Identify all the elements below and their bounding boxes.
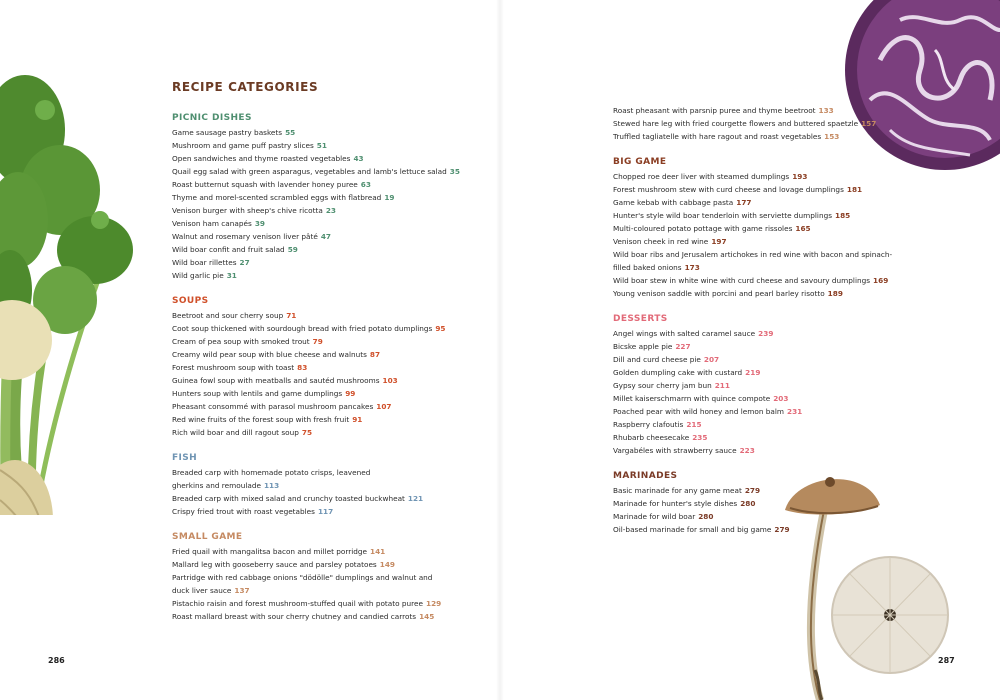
list-item: Breaded carp with homemade potato crisps, leavened gherkins and remoulade 113 [172,468,371,490]
list-item: Young venison saddle with porcini and pearl barley risotto 189 [613,289,843,298]
list-item: Pistachio raisin and forest mushroom-stuffed quail with potato puree 129 [172,599,442,608]
list-item: Truffled tagliatelle with hare ragout and roast vegetables 153 [613,132,840,141]
page-ref: 121 [407,494,424,503]
list-item: Poached pear with wild honey and lemon balm 231 [613,407,803,416]
page-ref: 39 [254,219,265,228]
page-ref: 231 [787,407,803,416]
page-ref: 211 [714,381,730,390]
page-ref: 239 [758,329,774,338]
page-ref: 91 [352,415,363,424]
list-item: Venison ham canapés 39 [172,219,265,228]
list-item: Angel wings with salted caramel sauce 239 [613,329,774,338]
page-ref: 133 [818,106,834,115]
list-item: Fried quail with mangalitsa bacon and millet porridge 141 [172,547,386,556]
page-ref: 47 [320,232,331,241]
section-title: SMALL GAME [172,532,243,542]
page-ref: 149 [379,560,395,569]
list-item: Marinade for wild boar 280 [613,512,714,521]
section-small-game-continued [613,104,913,143]
page-ref: 177 [736,198,752,207]
list-item: Red wine fruits of the forest soup with fresh fruit 91 [172,415,363,424]
list-item: Oil-based marinade for small and big game 279 [613,525,790,534]
list-item: Cream of pea soup with smoked trout 79 [172,337,323,346]
page-ref: 113 [263,481,280,490]
list-item: Venison burger with sheep's chive ricotta 23 [172,206,336,215]
page-ref: 55 [285,128,296,137]
list-item: Raspberry clafoutis 215 [613,420,702,429]
list-item: Chopped roe deer liver with steamed dumplings 193 [613,172,808,181]
page-ref: 51 [316,141,327,150]
section-marinades [613,470,913,536]
page-ref: 31 [226,271,237,280]
page-ref: 79 [312,337,323,346]
page-ref: 185 [835,211,851,220]
page-ref: 27 [239,258,250,267]
list-item: Venison cheek in red wine 197 [613,237,727,246]
list-item: Walnut and rosemary venison liver pâté 47 [172,232,331,241]
list-item: Breaded carp with mixed salad and crunchy toasted buckwheat 121 [172,494,424,503]
section-fish [172,452,472,518]
page-ref: 95 [435,324,446,333]
page-ref: 103 [382,376,398,385]
list-item: Game sausage pastry baskets 55 [172,128,296,137]
page-ref: 203 [773,394,789,403]
page-ref: 219 [745,368,761,377]
page-ref: 215 [686,420,702,429]
right-column [613,104,913,549]
page-ref: 235 [692,433,708,442]
page-title: RECIPE CATEGORIES [172,80,319,94]
page-ref: 71 [286,311,297,320]
page-ref: 43 [353,154,364,163]
section-title: MARINADES [613,471,678,481]
page-ref: 223 [739,446,755,455]
page-ref: 87 [369,350,381,359]
page-ref: 227 [675,342,691,351]
list-item: Guinea fowl soup with meatballs and sautéd mushrooms 103 [172,376,398,385]
list-item: Hunter's style wild boar tenderloin with serviette dumplings 185 [613,211,851,220]
page-ref: 59 [287,245,298,254]
list-item: Forest mushroom stew with curd cheese and lovage dumplings 181 [613,185,863,194]
page-ref: 165 [795,224,811,233]
list-item: Crispy fried trout with roast vegetables 117 [172,507,334,516]
section-title: PICNIC DISHES [172,113,252,123]
section-small-game [172,531,472,623]
list-item: Wild garlic pie 31 [172,271,237,280]
section-picnic-dishes [172,112,472,282]
list-item: Open sandwiches and thyme roasted vegetables 43 [172,154,364,163]
list-item: Dill and curd cheese pie 207 [613,355,720,364]
page-ref: 137 [234,586,250,595]
list-item: Bicske apple pie 227 [613,342,691,351]
list-item: Stewed hare leg with fried courgette flowers and buttered spaetzle 157 [613,119,877,128]
page-ref: 279 [774,525,790,534]
page-ref: 117 [317,507,334,516]
page-ref: 280 [698,512,714,521]
page-ref: 63 [360,180,371,189]
page-number-right: 287 [938,656,955,665]
page-number-left: 286 [48,656,65,665]
list-item: Multi-coloured potato pottage with game rissoles 165 [613,224,811,233]
section-title: SOUPS [172,296,209,306]
page-ref: 83 [297,363,308,372]
list-item: Creamy wild pear soup with blue cheese and walnuts 87 [172,350,381,359]
list-item: Coot soup thickened with sourdough bread with fried potato dumplings 95 [172,324,446,333]
section-title: FISH [172,453,198,463]
list-item: Vargabéles with strawberry sauce 223 [613,446,755,455]
page-ref: 173 [684,263,700,272]
page-ref: 99 [345,389,356,398]
list-item: Thyme and morel-scented scrambled eggs with flatbread 19 [172,193,395,202]
page-ref: 279 [744,486,761,495]
list-item: Wild boar ribs and Jerusalem artichokes in red wine with bacon and spinach-filled baked onions 173 [613,250,893,272]
section-desserts [613,313,913,457]
list-item: Rhubarb cheesecake 235 [613,433,708,442]
page-ref: 169 [873,276,889,285]
page-ref: 19 [384,193,395,202]
list-item: Wild boar confit and fruit salad 59 [172,245,298,254]
list-item: Mushroom and game puff pastry slices 51 [172,141,327,150]
list-item: Wild boar rillettes 27 [172,258,250,267]
list-item: Forest mushroom soup with toast 83 [172,363,308,372]
list-item: Rich wild boar and dill ragout soup 75 [172,428,313,437]
page-ref: 35 [449,167,460,176]
page-ref: 23 [325,206,336,215]
page-ref: 107 [376,402,392,411]
page-ref: 145 [419,612,435,621]
section-big-game [613,156,913,300]
list-item: Mallard leg with gooseberry sauce and parsley potatoes 149 [172,560,395,569]
list-item: Game kebab with cabbage pasta 177 [613,198,752,207]
list-item: Partridge with red cabbage onions "dödölle" dumplings and walnut and duck liver sauce 137 [172,573,433,595]
list-item: Roast pheasant with parsnip puree and thyme beetroot 133 [613,106,834,115]
page-ref: 193 [792,172,808,181]
page-ref: 280 [740,499,756,508]
list-item: Marinade for hunter's style dishes 280 [613,499,756,508]
section-soups [172,295,472,439]
list-item: Pheasant consommé with parasol mushroom pancakes 107 [172,402,392,411]
celery-icon [0,70,145,515]
list-item: Golden dumpling cake with custard 219 [613,368,761,377]
page-ref: 129 [426,599,442,608]
left-column [172,112,472,636]
list-item: Gypsy sour cherry jam bun 211 [613,381,730,390]
section-title: BIG GAME [613,157,667,167]
list-item: Wild boar stew in white wine with curd cheese and savoury dumplings 169 [613,276,889,285]
page-ref: 181 [846,185,863,194]
page-ref: 75 [301,428,313,437]
page-ref: 207 [703,355,720,364]
list-item: Millet kaiserschmarrn with quince compote 203 [613,394,789,403]
list-item: Hunters soup with lentils and game dumplings 99 [172,389,356,398]
page-ref: 189 [827,289,843,298]
page-ref: 153 [824,132,840,141]
list-item: Roast butternut squash with lavender honey puree 63 [172,180,371,189]
page-gutter [496,0,504,700]
list-item: Roast mallard breast with sour cherry chutney and candied carrots 145 [172,612,435,621]
list-item: Basic marinade for any game meat 279 [613,486,761,495]
list-item: Quail egg salad with green asparagus, vegetables and lamb's lettuce salad 35 [172,167,460,176]
page-ref: 197 [711,237,727,246]
page-ref: 141 [370,547,386,556]
section-title: DESSERTS [613,314,668,324]
list-item: Beetroot and sour cherry soup 71 [172,311,297,320]
page-ref: 157 [861,119,877,128]
